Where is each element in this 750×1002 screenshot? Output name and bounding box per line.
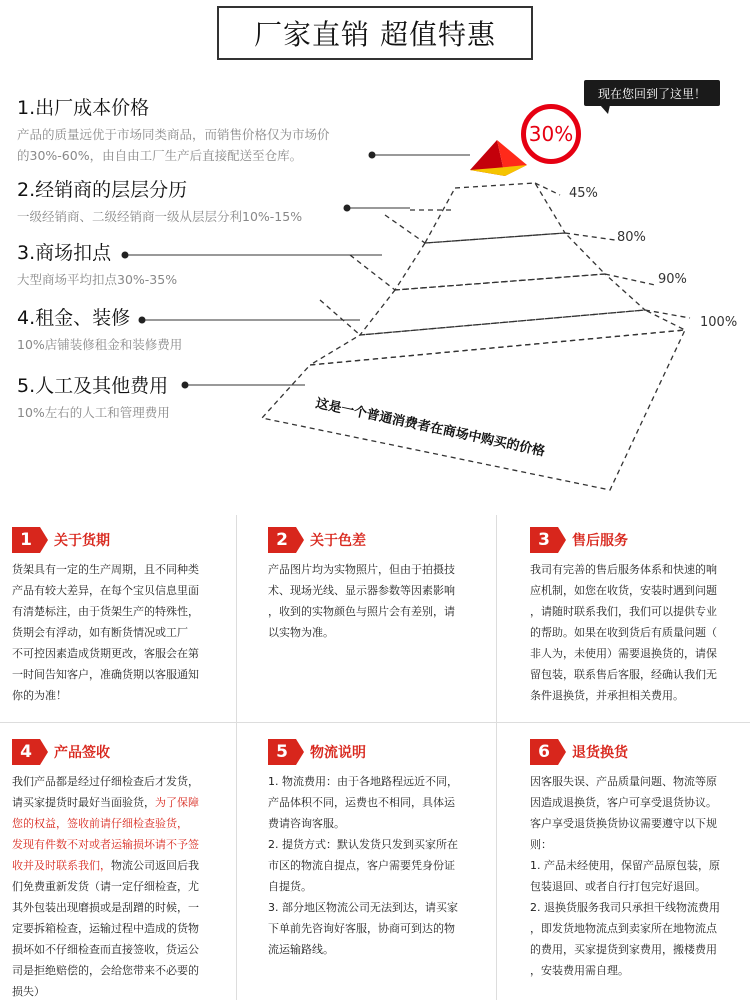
notice-line <box>268 939 500 960</box>
notice-line <box>530 834 750 855</box>
notice-highlight: 您的权益，签收前请仔细检查验货， <box>12 817 188 830</box>
level-1 <box>17 96 330 166</box>
level-3 <box>17 241 177 290</box>
notice-text: 损坏如不仔细检查而直接签收，货运公 <box>12 943 199 956</box>
notice-line <box>530 876 750 897</box>
notice-title: 产品签收 <box>54 745 110 761</box>
notice-line <box>530 559 750 580</box>
notice-text: 你的为准！ <box>12 689 67 702</box>
notice-line <box>12 664 244 685</box>
notice-text: 则： <box>530 838 552 851</box>
notice-line <box>530 918 750 939</box>
notice-card-6 <box>530 739 750 981</box>
notice-line <box>530 622 750 643</box>
notice-text: 我们产品都是经过仔细检查后才发货， <box>12 775 199 788</box>
notice-line <box>530 771 750 792</box>
notice-text: 客户享受退货换货协议需要遵守以下规 <box>530 817 717 830</box>
level-5 <box>17 374 170 423</box>
notice-title: 退货换货 <box>572 745 628 761</box>
notice-line <box>12 855 244 876</box>
notice-text: 损失） <box>12 985 45 998</box>
notice-header <box>12 527 244 553</box>
notice-line <box>268 876 500 897</box>
notice-line <box>12 580 244 601</box>
notice-line <box>268 897 500 918</box>
notice-line <box>12 685 244 706</box>
notice-text: 非人为，未使用）需要退换货的，请保 <box>530 647 717 660</box>
notice-text: 3. 部分地区物流公司无法到达，请买家 <box>268 901 458 914</box>
level-2 <box>17 178 302 227</box>
notice-card-5 <box>268 739 500 960</box>
notice-text: 的帮助。如果在收到货后有质量问题（ <box>530 626 717 639</box>
notice-text: 产品有较大差异，在每个宝贝信息里面 <box>12 584 199 597</box>
notice-text: 定要拆箱检查，运输过程中造成的货物 <box>12 922 199 935</box>
level-title: 4.租金、装修 <box>17 307 131 329</box>
notice-text: 货期会有浮动，如有断货情况或工厂 <box>12 626 188 639</box>
notice-line <box>12 960 244 981</box>
notice-text: 1. 物流费用：由于各地路程远近不同， <box>268 775 458 788</box>
notice-number-badge: 5 <box>268 739 296 765</box>
level-desc: 一级经销商、二级经销商一级从层层分利10%-15% <box>17 209 303 224</box>
notice-text: 物流公司返回后我 <box>111 859 199 872</box>
notice-line <box>530 601 750 622</box>
notice-text: 因客服失误、产品质量问题、物流等原 <box>530 775 717 788</box>
notice-line <box>530 855 750 876</box>
notice-text: 费请咨询客服。 <box>268 817 345 830</box>
notice-card-1 <box>12 527 244 706</box>
notice-text: 不可控因素造成货期更改，客服会在第 <box>12 647 199 660</box>
notice-line <box>12 601 244 622</box>
level-desc: 10%左右的人工和管理费用 <box>17 405 170 420</box>
notice-text: 留包装，联系售后客服，经确认我们无 <box>530 668 717 681</box>
notice-header <box>530 739 750 765</box>
notice-body <box>530 771 750 981</box>
notice-text: 请买家提货时最好当面验货， <box>12 796 155 809</box>
notice-number-badge: 4 <box>12 739 40 765</box>
notice-text: 货架具有一定的生产周期，且不同种类 <box>12 563 199 576</box>
notice-header <box>12 739 244 765</box>
notice-text: 一时间告知客户，准确货期以客服通知 <box>12 668 199 681</box>
notice-line <box>268 559 500 580</box>
notice-line <box>530 960 750 981</box>
level-title: 3.商场扣点 <box>17 242 112 264</box>
notice-line <box>12 622 244 643</box>
notice-text: 2. 退换货服务我司只承担干线物流费用 <box>530 901 720 914</box>
notice-line <box>268 855 500 876</box>
notice-text: 应机制，如您在收货，安装时遇到问题 <box>530 584 717 597</box>
notice-highlight: 收并及时联系我们， <box>12 859 111 872</box>
notice-title: 关于货期 <box>54 533 110 549</box>
level-title: 1.出厂成本价格 <box>17 97 150 119</box>
level-title: 2.经销商的层层分历 <box>17 179 188 201</box>
notice-text: ，即发货地物流点到卖家所在地物流点 <box>530 922 717 935</box>
notice-line <box>530 792 750 813</box>
notice-line <box>12 771 244 792</box>
level-title: 5.人工及其他费用 <box>17 375 169 397</box>
level-4 <box>17 306 182 355</box>
notice-body <box>268 771 500 960</box>
notice-text: 的费用，买家提货到家费用，搬楼费用 <box>530 943 717 956</box>
notice-line <box>268 918 500 939</box>
percent-circle: 30% <box>521 104 581 164</box>
notice-text: 条件退换货，并承担相关费用。 <box>530 689 684 702</box>
notice-text: 产品体积不同，运费也不相同，具体运 <box>268 796 455 809</box>
notice-line <box>268 813 500 834</box>
notice-title: 售后服务 <box>572 533 628 549</box>
notice-line <box>12 792 244 813</box>
notice-text: 以实物为准。 <box>268 626 334 639</box>
notice-highlight: 发现有件数不对或者运输损坏请不予签 <box>12 838 199 851</box>
notice-line <box>530 664 750 685</box>
notice-card-4 <box>12 739 244 1002</box>
page-title: 厂家直销 超值特惠 <box>217 6 533 60</box>
notice-text: 有清楚标注，由于货架生产的特殊性， <box>12 605 199 618</box>
notice-text: 司是拒绝赔偿的，会给您带来不必要的 <box>12 964 199 977</box>
notice-line <box>12 981 244 1002</box>
notice-grid <box>0 515 750 1000</box>
notice-line <box>12 918 244 939</box>
percent-label-100: 100% <box>700 315 738 330</box>
notice-text: 1. 产品未经使用，保留产品原包装，原 <box>530 859 720 872</box>
callout-bubble: 现在您回到了这里！ <box>584 80 720 106</box>
notice-text: ，请随时联系我们，我们可以提供专业 <box>530 605 717 618</box>
notice-line <box>530 939 750 960</box>
notice-line <box>12 939 244 960</box>
notice-line <box>268 580 500 601</box>
notice-line <box>12 643 244 664</box>
notice-card-3 <box>530 527 750 706</box>
notice-text: 产品图片均为实物照片，但由于拍摄技 <box>268 563 455 576</box>
notice-text: 市区的物流自提点，客户需要凭身份证 <box>268 859 455 872</box>
notice-line <box>530 897 750 918</box>
notice-title: 关于色差 <box>310 533 366 549</box>
notice-line <box>268 601 500 622</box>
pyramid-tier-3 <box>360 274 645 335</box>
notice-line <box>530 643 750 664</box>
notice-text: ，收到的实物颜色与照片会有差别，请 <box>268 605 455 618</box>
notice-text: 其外包装出现磨损或是刮蹭的时候，一 <box>12 901 199 914</box>
notice-header <box>268 739 500 765</box>
notice-line <box>530 580 750 601</box>
notice-text: ，安装费用需自理。 <box>530 964 629 977</box>
notice-text: 因造成退换货，客户可享受退货协议。 <box>530 796 717 809</box>
notice-line <box>530 813 750 834</box>
notice-line <box>12 559 244 580</box>
notice-text: 术、现场光线、显示器参数等因素影响 <box>268 584 455 597</box>
notice-line <box>268 771 500 792</box>
notice-highlight: 为了保障 <box>155 796 199 809</box>
notice-text: 下单前先咨询好客服，协商可到达的物 <box>268 922 455 935</box>
notice-line <box>268 622 500 643</box>
notice-text: 流运输路线。 <box>268 943 334 956</box>
notice-body <box>12 771 244 1002</box>
pyramid-tier-4 <box>310 310 685 365</box>
percent-label-90: 90% <box>658 272 687 287</box>
notice-header <box>268 527 500 553</box>
notice-body <box>530 559 750 706</box>
level-desc: 10%店铺装修租金和装修费用 <box>17 337 183 352</box>
notice-number-badge: 2 <box>268 527 296 553</box>
notice-line <box>12 897 244 918</box>
notice-number-badge: 3 <box>530 527 558 553</box>
notice-text: 自提货。 <box>268 880 312 893</box>
notice-line <box>12 813 244 834</box>
notice-line <box>268 834 500 855</box>
level-desc: 大型商场平均扣点30%-35% <box>17 272 178 287</box>
percent-label-80: 80% <box>617 230 646 245</box>
notice-line <box>12 876 244 897</box>
pyramid-base-text: 这是一个普通消费者在商场中购买的价格 <box>314 396 547 460</box>
notice-number-badge: 1 <box>12 527 40 553</box>
notice-number-badge: 6 <box>530 739 558 765</box>
notice-text: 我司有完善的售后服务体系和快速的响 <box>530 563 717 576</box>
level-desc: 产品的质量远优于市场同类商品，而销售价格仅为市场价 的30%-60%，由自由工厂生产后直接配送至仓库。 <box>17 127 330 163</box>
notice-text: 2. 提货方式：默认发货只发到买家所在 <box>268 838 458 851</box>
notice-text: 包装退回、或者自行打包完好退回。 <box>530 880 706 893</box>
notice-body <box>12 559 244 706</box>
notice-line <box>268 792 500 813</box>
notice-line <box>12 834 244 855</box>
notice-body <box>268 559 500 643</box>
notice-text: 们免费重新发货（请一定仔细检查，尤 <box>12 880 199 893</box>
notice-line <box>530 685 750 706</box>
notice-header <box>530 527 750 553</box>
percent-label-45: 45% <box>569 186 598 201</box>
notice-title: 物流说明 <box>310 745 366 761</box>
notice-card-2 <box>268 527 500 643</box>
